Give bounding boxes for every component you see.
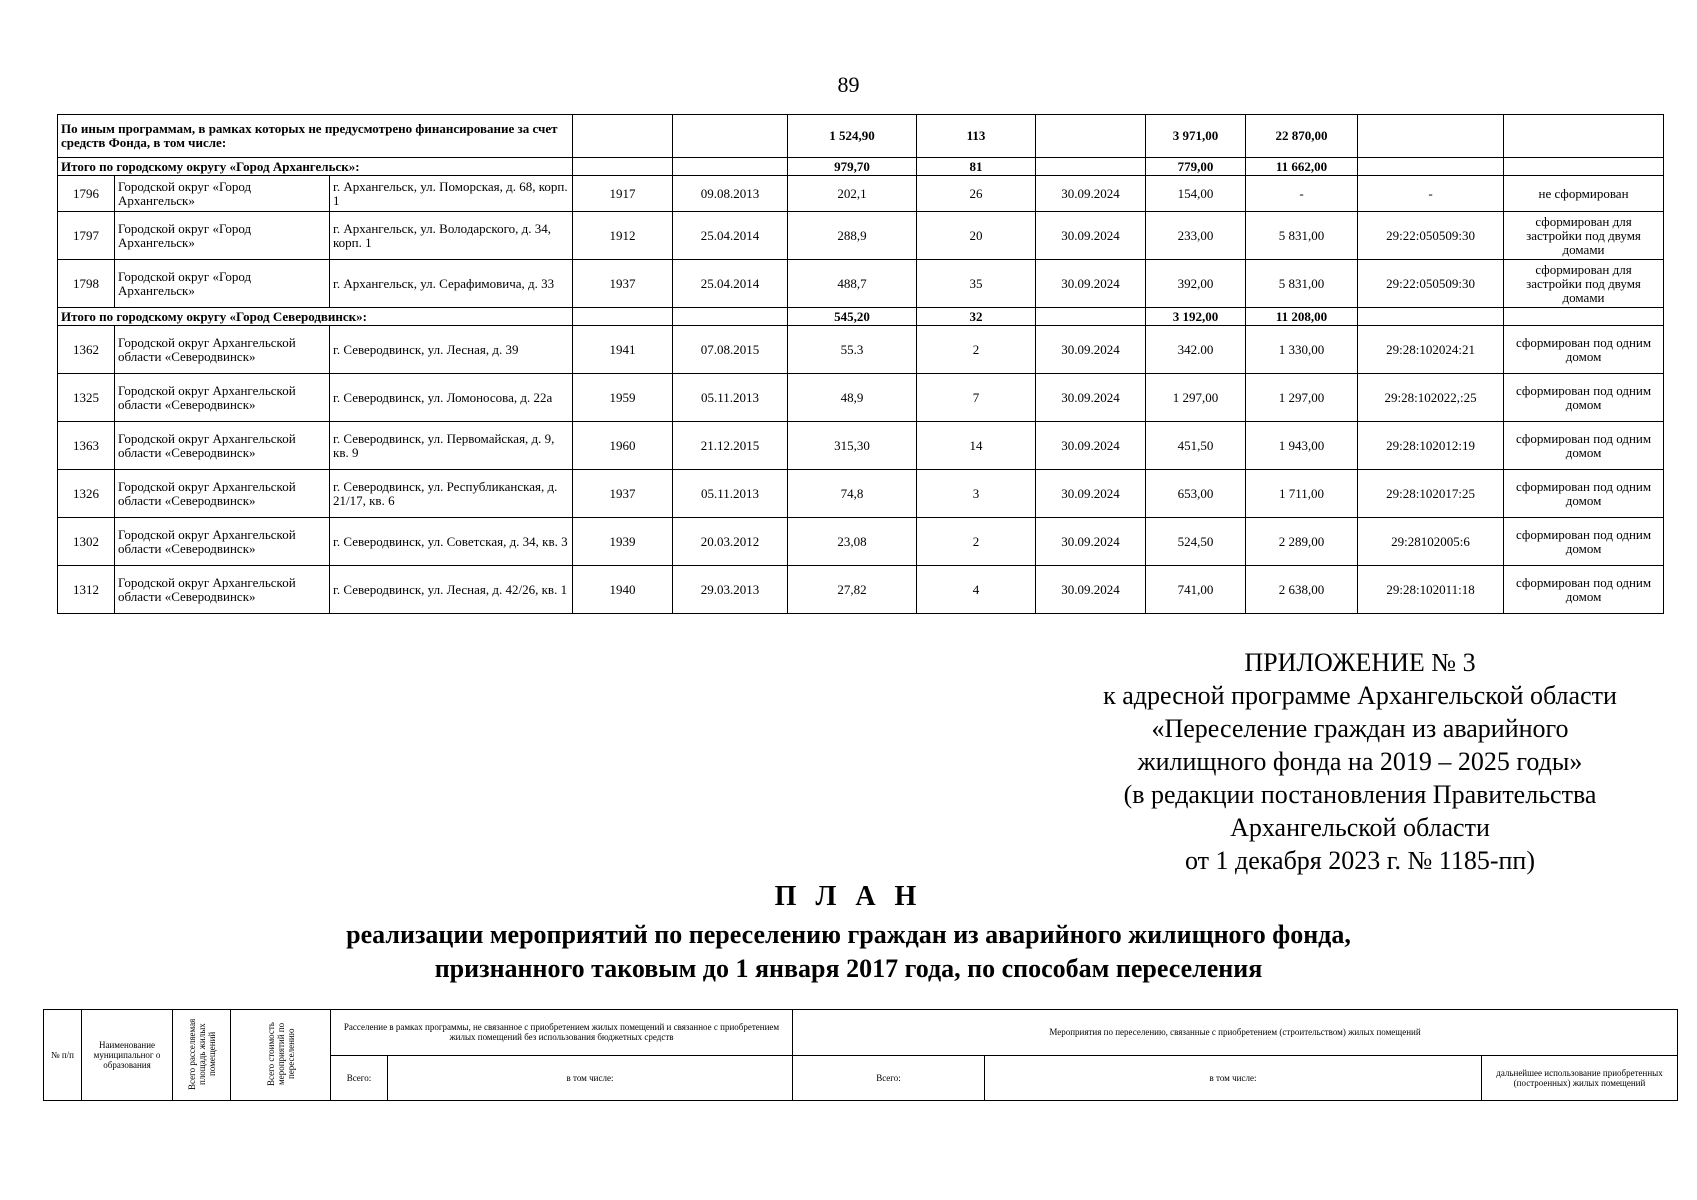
row-id: 1797 <box>58 212 115 260</box>
row-planned-area: 233,00 <box>1146 212 1246 260</box>
row-cadastral: 29:28:102011:18 <box>1358 566 1504 614</box>
row-address: г. Архангельск, ул. Поморская, д. 68, корп. 1 <box>330 176 573 212</box>
row-deadline: 30.09.2024 <box>1036 374 1146 422</box>
row-year: 1959 <box>573 374 673 422</box>
row-label: Итого по городскому округу «Город Архангельск»: <box>58 158 573 176</box>
row-empty <box>673 308 788 326</box>
row-deadline: 30.09.2024 <box>1036 176 1146 212</box>
row-deadline: 30.09.2024 <box>1036 518 1146 566</box>
row-residents: 32 <box>917 308 1036 326</box>
row-id: 1798 <box>58 260 115 308</box>
row-cost: 5 831,00 <box>1246 260 1358 308</box>
table-row <box>58 374 1664 422</box>
row-status: сформирован под одним домом <box>1504 518 1664 566</box>
row-address: г. Северодвинск, ул. Ломоносова, д. 22а <box>330 374 573 422</box>
row-planned-area: 741,00 <box>1146 566 1246 614</box>
row-year: 1940 <box>573 566 673 614</box>
row-municipality: Городской округ Архангельской области «Северодвинск» <box>115 470 330 518</box>
plan-col-municipality: Наименование муниципальног о образования <box>82 1010 173 1101</box>
row-municipality: Городской округ «Город Архангельск» <box>115 260 330 308</box>
row-area: 315,30 <box>788 422 917 470</box>
row-cost: 1 330,00 <box>1246 326 1358 374</box>
annex-line: к адресной программе Архангельской области <box>1103 681 1617 710</box>
row-cost: 1 297,00 <box>1246 374 1358 422</box>
annex-line: (в редакции постановления Правительства <box>1123 780 1597 809</box>
row-status: сформирован под одним домом <box>1504 374 1664 422</box>
row-planned-area: 3 192,00 <box>1146 308 1246 326</box>
row-id: 1312 <box>58 566 115 614</box>
annex-line: жилищного фонда на 2019 – 2025 годы» <box>1137 747 1583 776</box>
row-cost: 1 943,00 <box>1246 422 1358 470</box>
row-cadastral: 29:28102005:6 <box>1358 518 1504 566</box>
row-date: 21.12.2015 <box>673 422 788 470</box>
row-id: 1325 <box>58 374 115 422</box>
row-date: 07.08.2015 <box>673 326 788 374</box>
row-address: г. Архангельск, ул. Володарского, д. 34, корп. 1 <box>330 212 573 260</box>
row-planned-area: 779,00 <box>1146 158 1246 176</box>
annex-line: «Переселение граждан из аварийного <box>1151 714 1569 743</box>
row-residents: 4 <box>917 566 1036 614</box>
plan-subtitle <box>0 918 1697 986</box>
subtotal-row <box>58 158 1664 176</box>
plan-col-total-cost-text: Всего стоимость мероприятий по переселению <box>265 1022 296 1086</box>
row-id: 1302 <box>58 518 115 566</box>
row-empty <box>1504 115 1664 158</box>
row-id: 1796 <box>58 176 115 212</box>
row-empty <box>573 308 673 326</box>
plan-col-number: № п/п <box>44 1010 82 1101</box>
row-area: 48,9 <box>788 374 917 422</box>
row-deadline: 30.09.2024 <box>1036 422 1146 470</box>
row-residents: 81 <box>917 158 1036 176</box>
row-cost: 22 870,00 <box>1246 115 1358 158</box>
row-status: сформирован под одним домом <box>1504 566 1664 614</box>
row-deadline: 30.09.2024 <box>1036 260 1146 308</box>
plan-table <box>43 1009 1678 1101</box>
plan-further-use: дальнейшее использование приобретенных (построенных) жилых помещений <box>1482 1055 1678 1101</box>
row-municipality: Городской округ Архангельской области «Северодвинск» <box>115 518 330 566</box>
row-residents: 35 <box>917 260 1036 308</box>
row-deadline: 30.09.2024 <box>1036 566 1146 614</box>
row-empty <box>1358 115 1504 158</box>
row-cost: 2 289,00 <box>1246 518 1358 566</box>
row-municipality: Городской округ «Город Архангельск» <box>115 212 330 260</box>
row-address: г. Архангельск, ул. Серафимовича, д. 33 <box>330 260 573 308</box>
row-address: г. Северодвинск, ул. Советская, д. 34, кв. 3 <box>330 518 573 566</box>
row-area: 27,82 <box>788 566 917 614</box>
row-area: 202,1 <box>788 176 917 212</box>
annex-line: ПРИЛОЖЕНИЕ № 3 <box>1244 648 1476 677</box>
table-row <box>58 566 1664 614</box>
row-area: 979,70 <box>788 158 917 176</box>
row-date: 05.11.2013 <box>673 374 788 422</box>
row-status: не сформирован <box>1504 176 1664 212</box>
row-cadastral: 29:28:102012:19 <box>1358 422 1504 470</box>
row-area: 55.3 <box>788 326 917 374</box>
row-year: 1941 <box>573 326 673 374</box>
row-address: г. Северодвинск, ул. Республиканская, д. 21/17, кв. 6 <box>330 470 573 518</box>
table-row <box>58 470 1664 518</box>
row-status: сформирован под одним домом <box>1504 422 1664 470</box>
row-planned-area: 3 971,00 <box>1146 115 1246 158</box>
row-residents: 14 <box>917 422 1036 470</box>
row-residents: 2 <box>917 326 1036 374</box>
row-empty <box>1358 308 1504 326</box>
row-cost: 2 638,00 <box>1246 566 1358 614</box>
row-planned-area: 451,50 <box>1146 422 1246 470</box>
annex-header <box>1060 646 1660 877</box>
row-residents: 2 <box>917 518 1036 566</box>
row-residents: 113 <box>917 115 1036 158</box>
row-address: г. Северодвинск, ул. Лесная, д. 39 <box>330 326 573 374</box>
row-cost: 1 711,00 <box>1246 470 1358 518</box>
row-deadline: 30.09.2024 <box>1036 326 1146 374</box>
row-status: сформирован под одним домом <box>1504 326 1664 374</box>
row-date: 25.04.2014 <box>673 260 788 308</box>
plan-col-total-cost <box>231 1010 331 1101</box>
row-residents: 26 <box>917 176 1036 212</box>
row-cost: 11 662,00 <box>1246 158 1358 176</box>
row-year: 1939 <box>573 518 673 566</box>
row-area: 545,20 <box>788 308 917 326</box>
row-cost: 5 831,00 <box>1246 212 1358 260</box>
row-empty <box>1036 158 1146 176</box>
row-date: 25.04.2014 <box>673 212 788 260</box>
section-header-row <box>58 115 1664 158</box>
row-id: 1362 <box>58 326 115 374</box>
row-status: сформирован для застройки под двумя домами <box>1504 260 1664 308</box>
table-row <box>58 422 1664 470</box>
row-cadastral: 29:28:102022,:25 <box>1358 374 1504 422</box>
subtotal-row <box>58 308 1664 326</box>
row-planned-area: 653,00 <box>1146 470 1246 518</box>
table-row <box>58 260 1664 308</box>
row-address: г. Северодвинск, ул. Лесная, д. 42/26, кв. 1 <box>330 566 573 614</box>
row-id: 1363 <box>58 422 115 470</box>
row-date: 05.11.2013 <box>673 470 788 518</box>
row-date: 20.03.2012 <box>673 518 788 566</box>
row-empty <box>573 115 673 158</box>
row-cadastral: 29:28:102017:25 <box>1358 470 1504 518</box>
row-status: сформирован для застройки под двумя домами <box>1504 212 1664 260</box>
row-residents: 20 <box>917 212 1036 260</box>
row-municipality: Городской округ «Город Архангельск» <box>115 176 330 212</box>
row-residents: 3 <box>917 470 1036 518</box>
row-year: 1937 <box>573 470 673 518</box>
row-year: 1960 <box>573 422 673 470</box>
plan-total-2: Всего: <box>793 1055 985 1101</box>
plan-subtitle-line: реализации мероприятий по переселению граждан из аварийного жилищного фонда, <box>346 920 1351 949</box>
registry-table <box>57 114 1664 614</box>
table-row <box>58 212 1664 260</box>
row-area: 23,08 <box>788 518 917 566</box>
row-status: сформирован под одним домом <box>1504 470 1664 518</box>
row-cadastral: 29:28:102024:21 <box>1358 326 1504 374</box>
row-deadline: 30.09.2024 <box>1036 470 1146 518</box>
row-empty <box>573 158 673 176</box>
plan-including-1: в том числе: <box>388 1055 793 1101</box>
row-deadline: 30.09.2024 <box>1036 212 1146 260</box>
row-empty <box>673 115 788 158</box>
row-empty <box>1036 308 1146 326</box>
plan-col-total-area-text: Всего расселяемая площадь жилых помещений <box>186 1018 217 1090</box>
row-id: 1326 <box>58 470 115 518</box>
row-municipality: Городской округ Архангельской области «Северодвинск» <box>115 566 330 614</box>
row-municipality: Городской округ Архангельской области «Северодвинск» <box>115 374 330 422</box>
row-planned-area: 1 297,00 <box>1146 374 1246 422</box>
row-empty <box>1504 308 1664 326</box>
annex-line: от 1 декабря 2023 г. № 1185-пп) <box>1185 846 1535 875</box>
row-empty <box>1358 158 1504 176</box>
plan-group-1: Расселение в рамках программы, не связанное с приобретением жилых помещений и связанное с приобретением жилых помещений без использования бюджетных средств <box>331 1010 793 1056</box>
row-address: г. Северодвинск, ул. Первомайская, д. 9, кв. 9 <box>330 422 573 470</box>
row-planned-area: 342.00 <box>1146 326 1246 374</box>
row-area: 288,9 <box>788 212 917 260</box>
row-planned-area: 524,50 <box>1146 518 1246 566</box>
plan-subtitle-line: признанного таковым до 1 января 2017 года, по способам переселения <box>434 954 1263 983</box>
row-empty <box>1036 115 1146 158</box>
plan-total-1: Всего: <box>331 1055 388 1101</box>
annex-line: Архангельской области <box>1230 813 1490 842</box>
plan-col-total-area <box>173 1010 231 1101</box>
row-planned-area: 392,00 <box>1146 260 1246 308</box>
row-empty <box>673 158 788 176</box>
row-area: 74,8 <box>788 470 917 518</box>
row-year: 1917 <box>573 176 673 212</box>
table-row <box>58 518 1664 566</box>
row-cost: - <box>1246 176 1358 212</box>
row-date: 09.08.2013 <box>673 176 788 212</box>
row-municipality: Городской округ Архангельской области «Северодвинск» <box>115 326 330 374</box>
row-year: 1912 <box>573 212 673 260</box>
row-label: Итого по городскому округу «Город Северодвинск»: <box>58 308 573 326</box>
row-cadastral: - <box>1358 176 1504 212</box>
plan-including-2: в том числе: <box>985 1055 1482 1101</box>
plan-title: П Л А Н <box>774 881 923 912</box>
row-cost: 11 208,00 <box>1246 308 1358 326</box>
row-residents: 7 <box>917 374 1036 422</box>
page-number: 89 <box>837 72 860 97</box>
table-row <box>58 326 1664 374</box>
row-area: 488,7 <box>788 260 917 308</box>
row-cadastral: 29:22:050509:30 <box>1358 212 1504 260</box>
row-label: По иным программам, в рамках которых не предусмотрено финансирование за счет средств Фонда, в том числе: <box>58 115 573 158</box>
row-date: 29.03.2013 <box>673 566 788 614</box>
row-empty <box>1504 158 1664 176</box>
plan-group-2: Мероприятия по переселению, связанные с приобретением (строительством) жилых помещений <box>793 1010 1678 1056</box>
row-municipality: Городской округ Архангельской области «Северодвинск» <box>115 422 330 470</box>
row-year: 1937 <box>573 260 673 308</box>
row-planned-area: 154,00 <box>1146 176 1246 212</box>
row-cadastral: 29:22:050509:30 <box>1358 260 1504 308</box>
row-area: 1 524,90 <box>788 115 917 158</box>
table-row <box>58 176 1664 212</box>
